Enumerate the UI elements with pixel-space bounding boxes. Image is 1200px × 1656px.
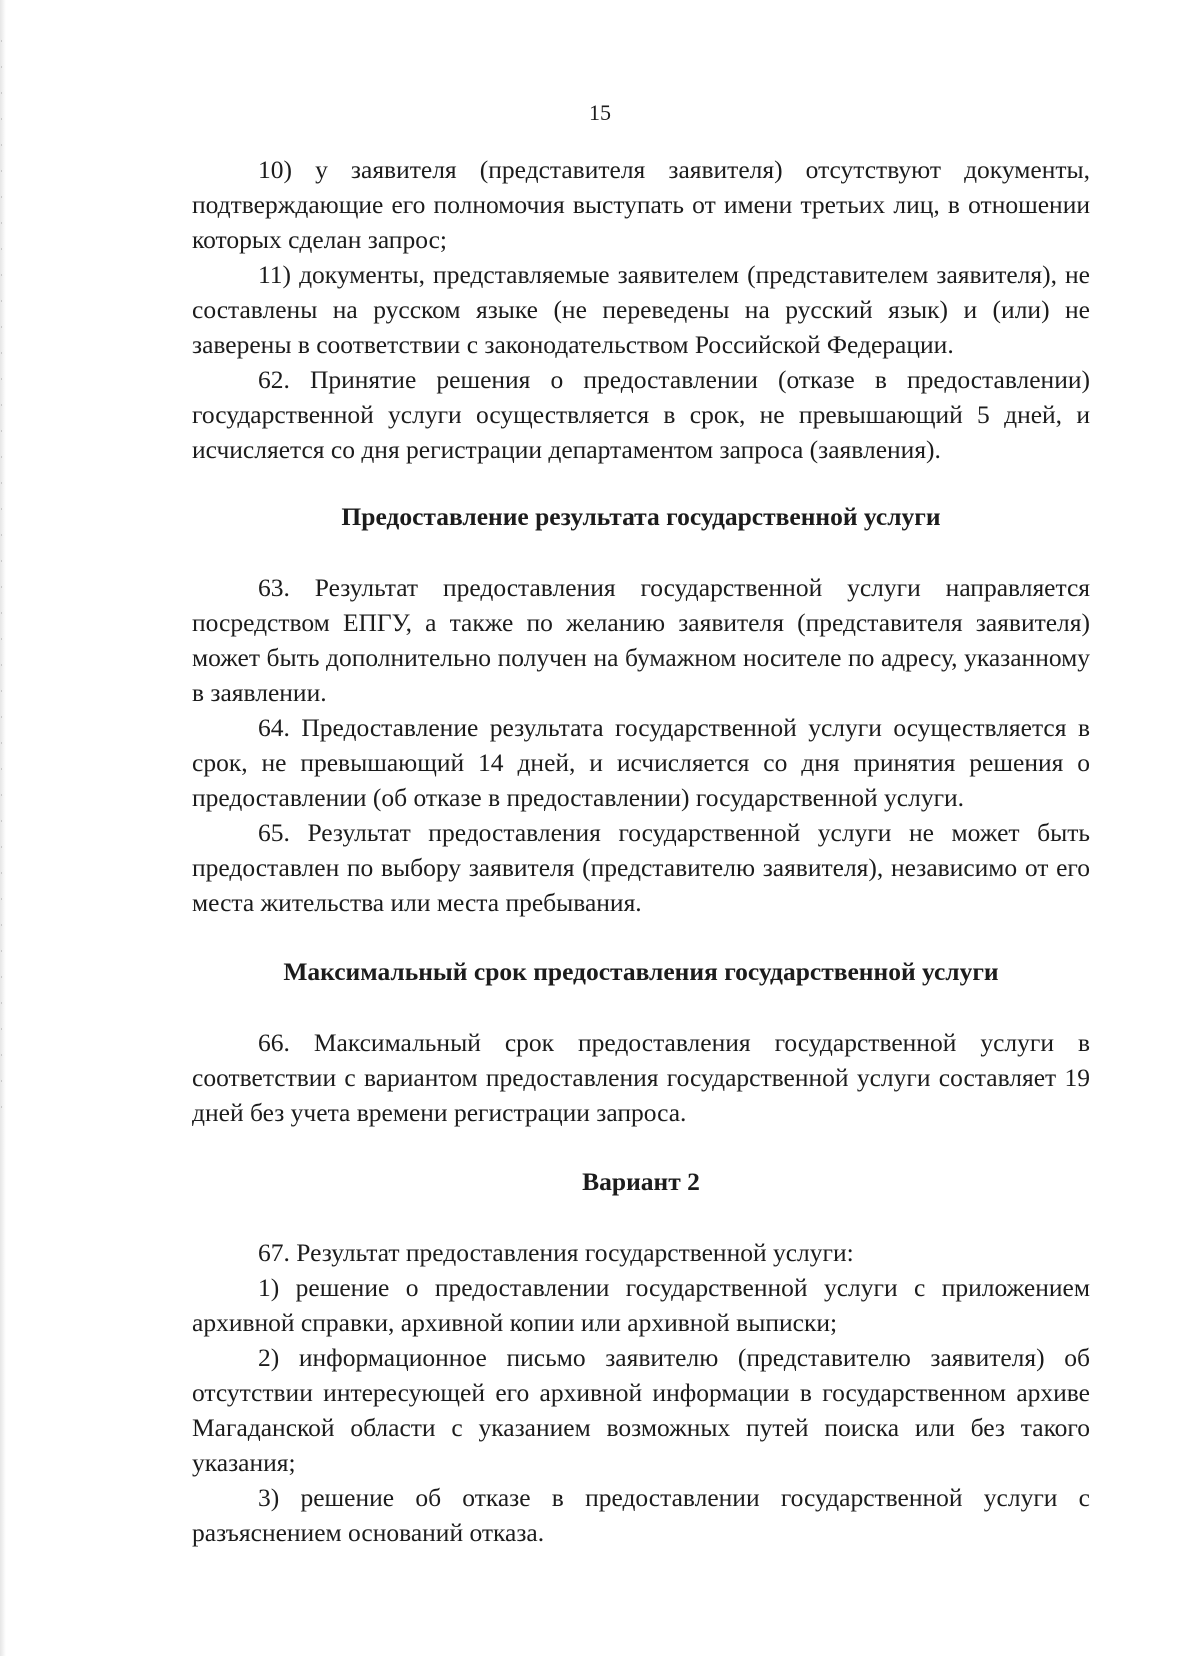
heading-variant-2: Вариант 2 [582,1167,700,1196]
list-item-1-positive-decision: 1) решение о предоставлении государственной услуги с приложением архивной справки, архивной копии или архивной выписки; [192,1273,1090,1337]
scan-edge-artifact [0,0,6,1656]
page-number: 15 [589,100,611,125]
paragraph-65-result-location: 65. Результат предоставления государственной услуги не может быть предоставлен по выбору заявителя (представителю заявителя), независимо от его места жительства или места пребывания. [192,818,1090,917]
heading-result-provision: Предоставление результата государственной услуги [341,502,941,531]
paragraph-62-decision-term: 62. Принятие решения о предоставлении (отказе в предоставлении) государственной услуги осуществляется в срок, не превышающий 5 дней, и исчисляется со дня регистрации департаментом запроса (заявления). [192,365,1090,464]
list-item-3-refusal-decision: 3) решение об отказе в предоставлении государственной услуги с разъяснением оснований отказа. [192,1483,1090,1547]
list-item-2-information-letter: 2) информационное письмо заявителю (представителю заявителя) об отсутствии интересующей его архивной информации в государственном архиве Магаданской области с указанием возможных путей поиска или без такого указания; [192,1343,1090,1477]
paragraph-63-result-delivery: 63. Результат предоставления государственной услуги направляется посредством ЕПГУ, а также по желанию заявителя (представителя заявителя) может быть дополнительно получен на бумажном носителе по адресу, указанному в заявлении. [192,573,1090,707]
paragraph-11-untranslated-docs: 11) документы, представляемые заявителем (представителем заявителя), не составлены на русском языке (не переведены на русский язык) и (или) не заверены в соответствии с законодательством Российской Федерации. [192,260,1090,359]
heading-max-term: Максимальный срок предоставления государственной услуги [283,957,999,986]
paragraph-10-missing-authority-docs: 10) у заявителя (представителя заявителя) отсутствуют документы, подтверждающие его полномочия выступать от имени третьих лиц, в отношении которых сделан запрос; [192,155,1090,254]
document-body [192,152,1090,1550]
paragraph-67-result-list: 67. Результат предоставления государственной услуги: [258,1238,854,1267]
paragraph-64-result-term: 64. Предоставление результата государственной услуги осуществляется в срок, не превышающий 14 дней, и исчисляется со дня принятия решения о предоставлении (об отказе в предоставлении) государственной услуги. [192,713,1090,812]
paragraph-66-max-term: 66. Максимальный срок предоставления государственной услуги в соответствии с вариантом предоставления государственной услуги составляет 19 дней без учета времени регистрации запроса. [192,1028,1090,1127]
